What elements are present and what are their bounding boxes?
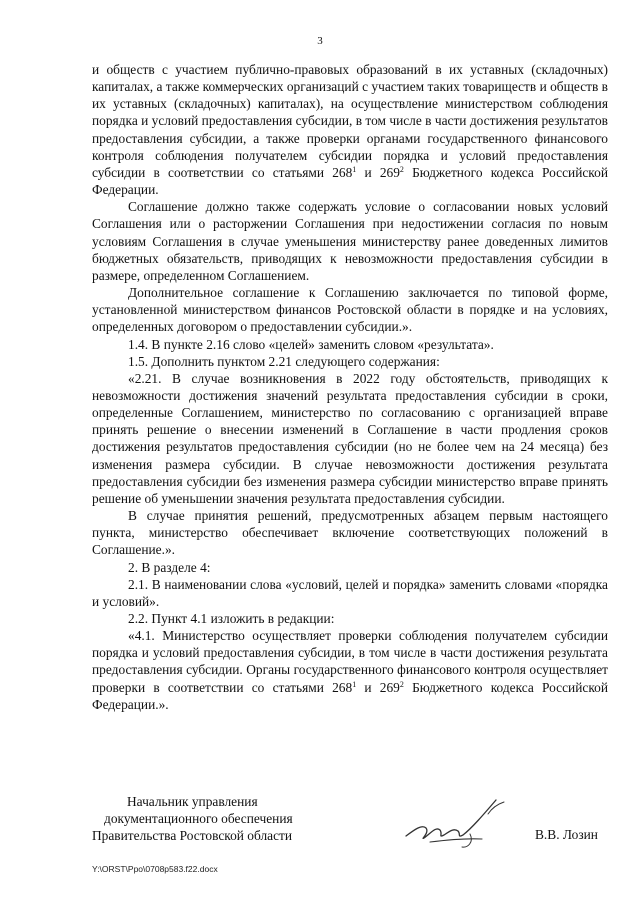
paragraph: и обществ с участием публично-правовых образований в их уставных (складочных) капиталах, а также коммерческих организаций с участием таких товариществ и обществ в их уставных (складочных) капиталах), на осуществление министерством соблюдения порядка и условий предоставления субсидии, в том числе в части достижения результатов предоставления субсидии, а также проверки органами государственного финансового контроля соблюдения получателем субсидии порядка и условий предоставления субсидии в соответствии со статьями $268^1$ и $269^2$ Бюджетного кодекса Российской Федерации. xyxy=(92,62,608,198)
document-body xyxy=(92,61,608,713)
page-number: 3 xyxy=(317,35,323,47)
paragraph: Дополнительное соглашение к Соглашению заключается по типовой форме, установленной министерством финансов Ростовской области в порядке и на условиях, определенных договором о предоставлении субсидии.». xyxy=(92,285,608,335)
paragraph: «2.21. В случае возникновения в 2022 году обстоятельств, приводящих к невозможности достижения значений результата предоставления субсидии в сроки, определенные Соглашением, министерство по согласованию с организацией вправе принять решение о внесении изменений в Соглашение в части продления сроков достижения результатов предоставления субсидии (но не более чем на 24 месяца) без изменения размера субсидии. В случае невозможности достижения результата предоставления субсидии без изменения размера субсидии министерство вправе принять решение об уменьшении значения результата предоставления субсидии. xyxy=(92,370,608,506)
signatory-title-line: Правительства Ростовской области xyxy=(92,828,293,844)
signatory-name: В.В. Лозин xyxy=(535,827,598,842)
footer-file-path: Y:\ORST\Ppo\0708p583.f22.docx xyxy=(92,864,218,874)
paragraph: Соглашение должно также содержать условие о согласовании новых условий Соглашения или о расторжении Соглашения при недостижении согласия по новым условиям Соглашения в случае уменьшения министерству ранее доведенных лимитов бюджетных обязательств, приводящих к невозможности предоставления субсидии в размере, определенном Соглашением. xyxy=(92,199,608,283)
signatory-title xyxy=(92,793,293,845)
paragraph: 2.1. В наименовании слова «условий, целей и порядка» заменить словами «порядка и условий». xyxy=(92,576,608,609)
paragraph: 2. В разделе 4: xyxy=(128,559,211,575)
handwritten-signature xyxy=(400,790,520,852)
signatory-title-line: документационного обеспечения xyxy=(104,811,293,827)
paragraph: 2.2. Пункт 4.1 изложить в редакции: xyxy=(128,611,335,626)
paragraph: 1.4. В пункте 2.16 слово «целей» заменить словом «результата». xyxy=(128,336,494,352)
signatory-title-line: Начальник управления xyxy=(127,794,258,809)
paragraph: В случае принятия решений, предусмотренных абзацем первым настоящего пункта, министерство обеспечивает включение соответствующих положений в Соглашение.». xyxy=(92,508,608,558)
paragraph: «4.1. Министерство осуществляет проверки соблюдения получателем субсидии порядка и условий предоставления субсидии, в том числе в части достижения результата предоставления субсидии. Органы государственного финансового контроля осуществляет проверки в соответствии со статьями $268^1$ и $269^2$ Бюджетного кодекса Российской Федерации.». xyxy=(92,628,609,712)
paragraph: 1.5. Дополнить пунктом 2.21 следующего содержания: xyxy=(128,353,440,369)
